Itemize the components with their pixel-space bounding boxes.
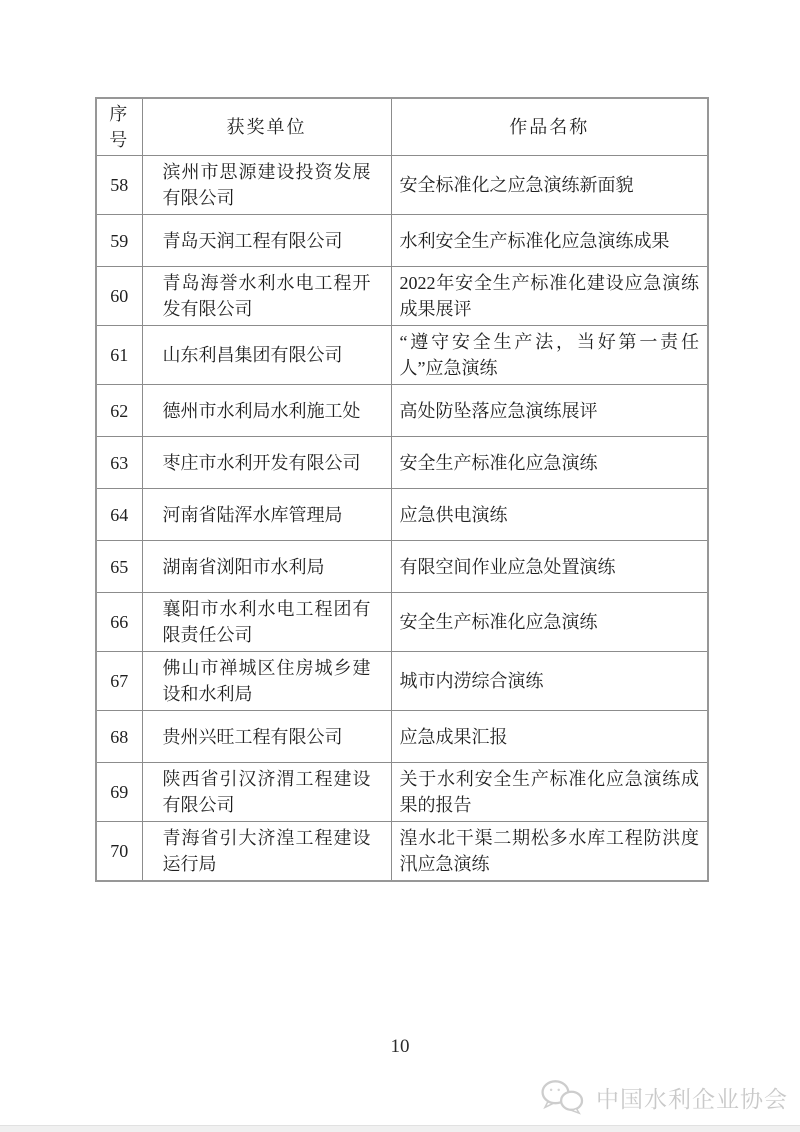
cell-row-number: 65 [96, 541, 142, 593]
cell-award-unit: 枣庄市水利开发有限公司 [142, 437, 391, 489]
cell-work-title: 2022年安全生产标准化建设应急演练成果展评 [391, 267, 708, 326]
table-row [96, 711, 708, 763]
cell-work-title: 安全标准化之应急演练新面貌 [391, 156, 708, 215]
chat-bubbles-icon [538, 1078, 588, 1116]
table-row [96, 489, 708, 541]
cell-award-unit: 山东利昌集团有限公司 [142, 326, 391, 385]
cell-row-number: 66 [96, 593, 142, 652]
footer-watermark [538, 1078, 788, 1116]
cell-row-number: 61 [96, 326, 142, 385]
cell-row-number: 64 [96, 489, 142, 541]
cell-work-title: 关于水利安全生产标准化应急演练成果的报告 [391, 763, 708, 822]
cell-award-unit: 襄阳市水利水电工程团有限责任公司 [142, 593, 391, 652]
header-row [96, 98, 708, 156]
cell-award-unit: 青海省引大济湟工程建设运行局 [142, 822, 391, 882]
cell-work-title: 有限空间作业应急处置演练 [391, 541, 708, 593]
cell-work-title: 高处防坠落应急演练展评 [391, 385, 708, 437]
page-number: 10 [390, 1036, 410, 1057]
table-row [96, 652, 708, 711]
cell-work-title: 安全生产标准化应急演练 [391, 437, 708, 489]
cell-work-title: 湟水北干渠二期松多水库工程防洪度汛应急演练 [391, 822, 708, 882]
cell-award-unit: 佛山市禅城区住房城乡建设和水利局 [142, 652, 391, 711]
cell-row-number: 58 [96, 156, 142, 215]
cell-work-title: 安全生产标准化应急演练 [391, 593, 708, 652]
column-header-work: 作品名称 [391, 98, 708, 156]
cell-row-number: 63 [96, 437, 142, 489]
cell-work-title: 应急成果汇报 [391, 711, 708, 763]
cell-row-number: 69 [96, 763, 142, 822]
table-row [96, 326, 708, 385]
cell-work-title: 水利安全生产标准化应急演练成果 [391, 215, 708, 267]
cell-row-number: 67 [96, 652, 142, 711]
cell-row-number: 59 [96, 215, 142, 267]
table-body [96, 156, 708, 882]
cell-row-number: 70 [96, 822, 142, 882]
column-header-unit: 获奖单位 [142, 98, 391, 156]
table-row [96, 437, 708, 489]
awards-table [95, 97, 709, 882]
table-row [96, 385, 708, 437]
table-row [96, 763, 708, 822]
table-row [96, 267, 708, 326]
cell-award-unit: 陕西省引汉济渭工程建设有限公司 [142, 763, 391, 822]
cell-work-title: “遵守安全生产法，当好第一责任人”应急演练 [391, 326, 708, 385]
cell-row-number: 68 [96, 711, 142, 763]
cell-row-number: 60 [96, 267, 142, 326]
cell-award-unit: 河南省陆浑水库管理局 [142, 489, 391, 541]
cell-award-unit: 湖南省浏阳市水利局 [142, 541, 391, 593]
cell-work-title: 应急供电演练 [391, 489, 708, 541]
cell-award-unit: 德州市水利局水利施工处 [142, 385, 391, 437]
footer-brand-text: 中国水利企业协会 [596, 1085, 788, 1112]
table-row [96, 215, 708, 267]
cell-row-number: 62 [96, 385, 142, 437]
table-row [96, 541, 708, 593]
cell-work-title: 城市内涝综合演练 [391, 652, 708, 711]
column-header-index: 序号 [96, 98, 142, 156]
table-row [96, 593, 708, 652]
cell-award-unit: 青岛海誉水利水电工程开发有限公司 [142, 267, 391, 326]
cell-award-unit: 青岛天润工程有限公司 [142, 215, 391, 267]
cell-award-unit: 滨州市思源建设投资发展有限公司 [142, 156, 391, 215]
cell-award-unit: 贵州兴旺工程有限公司 [142, 711, 391, 763]
table-row [96, 156, 708, 215]
table-row [96, 822, 708, 882]
